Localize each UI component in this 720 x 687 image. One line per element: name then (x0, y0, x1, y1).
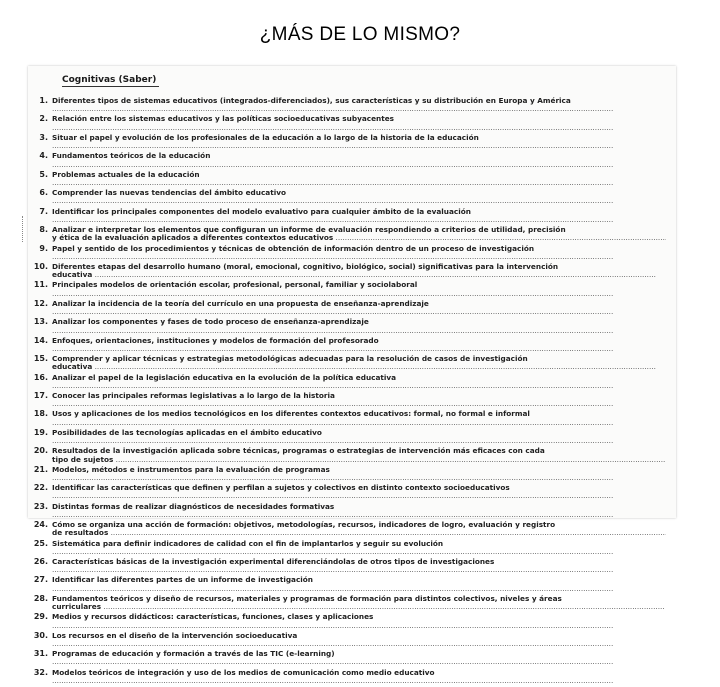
item-text (52, 447, 676, 464)
list-item (28, 318, 676, 335)
item-number: 26. (33, 556, 48, 566)
list-item (28, 245, 676, 262)
competency-list (28, 97, 676, 687)
item-text (52, 374, 676, 391)
list-item (28, 300, 676, 317)
item-text (52, 650, 676, 667)
item-text (52, 540, 676, 557)
item-text (52, 245, 676, 262)
item-number: 17. (33, 391, 48, 400)
item-text-line: Comprender las nuevas tendencias del ámbito educativo (52, 189, 286, 198)
item-text-line: Características básicas de la investigación experimental diferenciándolas de otros tipos de investigaciones (52, 557, 495, 566)
item-text-continuation: curriculares ..... (52, 603, 666, 611)
item-text-line: Situar el papel y evolución de los profesionales de la educación a lo largo de la historia de la educación (52, 133, 479, 142)
item-text (52, 226, 676, 243)
item-text-line: Los recursos en el diseño de la intervención socioeducativa (52, 631, 298, 640)
item-text-line: Usos y aplicaciones de los medios tecnológicos en los diferentes contextos educativos: formal, no formal e informal (52, 410, 530, 419)
item-text (52, 576, 676, 593)
item-text-line: Analizar los componentes y fases de todo proceso de enseñanza-aprendizaje (52, 318, 369, 327)
item-text (52, 429, 676, 446)
list-item (28, 558, 676, 575)
list-item (28, 613, 676, 630)
item-number: 27. (33, 575, 48, 585)
list-item (28, 595, 676, 612)
item-text-line: Identificar las características que definen y perfilan a sujetos y colectivos en distinto contexto socioeducativos (52, 484, 510, 493)
item-number: 13. (33, 317, 48, 327)
item-text-line: Relación entre los sistemas educativos y las políticas socioeducativas subyacentes (52, 115, 395, 124)
list-item (28, 429, 676, 446)
list-item (28, 263, 676, 280)
item-number: 14. (33, 335, 48, 345)
item-number: 30. (33, 630, 48, 640)
item-number: 4. (39, 151, 48, 161)
item-number: 22. (33, 483, 48, 493)
item-text-line: Posibilidades de las tecnologías aplicadas en el ámbito educativo (52, 428, 322, 437)
section-header: Cognitivas (Saber) (62, 75, 159, 87)
list-item (28, 374, 676, 391)
item-text-line: Sistemática para definir indicadores de calidad con el fin de implantarlos y seguir su evolución (52, 539, 444, 548)
item-number: 7. (39, 206, 48, 216)
item-text-line: Diferentes etapas del desarrollo humano (moral, emocional, cognitivo, biológico, social) significativas para la intervención (52, 262, 559, 271)
item-text-line: Programas de educación y formación a través de las TIC (e-learning) (52, 650, 335, 659)
item-text-continuation: educativa ..... (52, 271, 666, 279)
item-text (52, 484, 676, 501)
list-item (28, 503, 676, 520)
item-number: 11. (33, 280, 48, 290)
item-text (52, 189, 676, 206)
item-text-line: Modelos teóricos de integración y uso de los medios de comunicación como medio educativo (52, 668, 435, 677)
item-text (52, 171, 676, 188)
item-text-line: Fundamentos teóricos y diseño de recursos, materiales y programas de formación para distintos colectivos, niveles y áreas (52, 594, 562, 603)
item-text-line: Comprender y aplicar técnicas y estrategias metodológicas adecuadas para la resolución de casos de investigación (52, 355, 528, 364)
item-text-line: Cómo se organiza una acción de formación: objetivos, metodologías, recursos, indicadores de logro, evaluación y registro (52, 521, 556, 530)
item-text-line: Enfoques, orientaciones, instituciones y modelos de formación del profesorado (52, 336, 379, 345)
item-text-line: Fundamentos teóricos de la educación (52, 152, 211, 161)
item-number: 21. (33, 464, 48, 474)
item-number: 16. (33, 372, 48, 382)
item-number: 3. (39, 132, 48, 142)
item-text-line: Principales modelos de orientación escolar, profesional, personal, familiar y sociolaboral (52, 281, 418, 290)
list-item (28, 466, 676, 483)
list-item (28, 152, 676, 169)
item-number: 23. (33, 501, 48, 511)
item-number: 18. (33, 409, 48, 419)
item-number: 12. (33, 298, 48, 308)
item-text (52, 208, 676, 225)
item-text (52, 632, 676, 649)
list-item (28, 337, 676, 354)
item-number: 9. (39, 243, 48, 253)
item-number: 8. (39, 225, 48, 235)
list-item (28, 521, 676, 538)
list-item (28, 226, 676, 243)
item-text (52, 669, 676, 686)
item-text (52, 281, 676, 298)
item-number: 10. (33, 261, 48, 271)
list-item (28, 355, 676, 372)
item-text (52, 134, 676, 151)
item-number: 25. (33, 538, 48, 548)
item-text (52, 300, 676, 317)
item-number: 31. (33, 649, 48, 659)
item-text-line: Diferentes tipos de sistemas educativos (integrados-diferenciados), sus características y su distribución en Europa y América (52, 97, 571, 105)
item-text (52, 355, 676, 372)
item-text (52, 318, 676, 335)
item-number: 28. (33, 593, 48, 603)
list-item (28, 281, 676, 298)
item-number: 6. (39, 188, 48, 198)
list-item (28, 576, 676, 593)
list-item (28, 484, 676, 501)
item-number: 20. (33, 446, 48, 456)
margin-mark (22, 216, 25, 242)
item-number: 2. (39, 114, 48, 124)
item-number: 24. (33, 520, 48, 530)
item-number: 5. (39, 169, 48, 179)
item-text (52, 115, 676, 132)
item-number: 1. (39, 96, 48, 105)
item-text-line: Resultados de la investigación aplicada sobre técnicas, programas o estrategias de intervención más eficaces con cada (52, 447, 545, 456)
slide-title: ¿MÁS DE LO MISMO? (259, 24, 461, 45)
item-number: 15. (33, 354, 48, 364)
item-text-continuation: tipo de sujetos ..... (52, 456, 666, 464)
item-number: 19. (33, 427, 48, 437)
item-text (52, 263, 676, 280)
item-text-line: Conocer las principales reformas legislativas a lo largo de la historia (52, 392, 335, 400)
item-text-line: Analizar el papel de la legislación educativa en la evolución de la política educativa (52, 373, 397, 382)
item-text (52, 595, 676, 612)
item-text (52, 466, 676, 483)
item-text (52, 521, 676, 538)
list-item (28, 392, 676, 409)
list-item (28, 171, 676, 188)
list-item (28, 447, 676, 464)
item-text (52, 410, 676, 427)
item-text (52, 392, 676, 409)
item-text (52, 503, 676, 520)
list-item (28, 208, 676, 225)
item-text (52, 97, 676, 114)
item-text (52, 613, 676, 630)
list-item (28, 189, 676, 206)
list-item (28, 97, 676, 114)
item-text-line: Medios y recursos didácticos: características, funciones, clases y aplicaciones (52, 613, 374, 622)
list-item (28, 410, 676, 427)
list-item (28, 669, 676, 686)
list-item (28, 540, 676, 557)
item-text-line: Identificar los principales componentes del modelo evaluativo para cualquier ámbito de la evaluación (52, 207, 471, 216)
item-text-line: Problemas actuales de la educación (52, 170, 200, 179)
item-text-line: Distintas formas de realizar diagnósticos de necesidades formativas (52, 502, 335, 511)
item-text-continuation: de resultados ..... (52, 529, 666, 537)
item-number: 32. (33, 667, 48, 677)
item-text-continuation: y ética de la evaluación aplicados a diferentes contextos educativos ..... (52, 234, 666, 242)
list-item (28, 134, 676, 151)
list-item (28, 115, 676, 132)
item-text-continuation: educativa ..... (52, 363, 666, 371)
item-text (52, 337, 676, 354)
item-text (52, 152, 676, 169)
item-text-line: Analizar e interpretar los elementos que configuran un informe de evaluación respondiendo a criterios de utilidad, precisión (52, 226, 566, 235)
list-item (28, 632, 676, 649)
item-text-line: Identificar las diferentes partes de un informe de investigación (52, 576, 313, 585)
item-text-line: Analizar la incidencia de la teoría del currículo en una propuesta de enseñanza-aprendizaje (52, 299, 429, 308)
item-text-line: Modelos, métodos e instrumentos para la evaluación de programas (52, 465, 330, 474)
item-text-line: Papel y sentido de los procedimientos y técnicas de obtención de información dentro de un proceso de investigación (52, 244, 535, 253)
item-text (52, 558, 676, 575)
list-item (28, 650, 676, 667)
scanned-document (28, 66, 676, 677)
item-number: 29. (33, 612, 48, 622)
